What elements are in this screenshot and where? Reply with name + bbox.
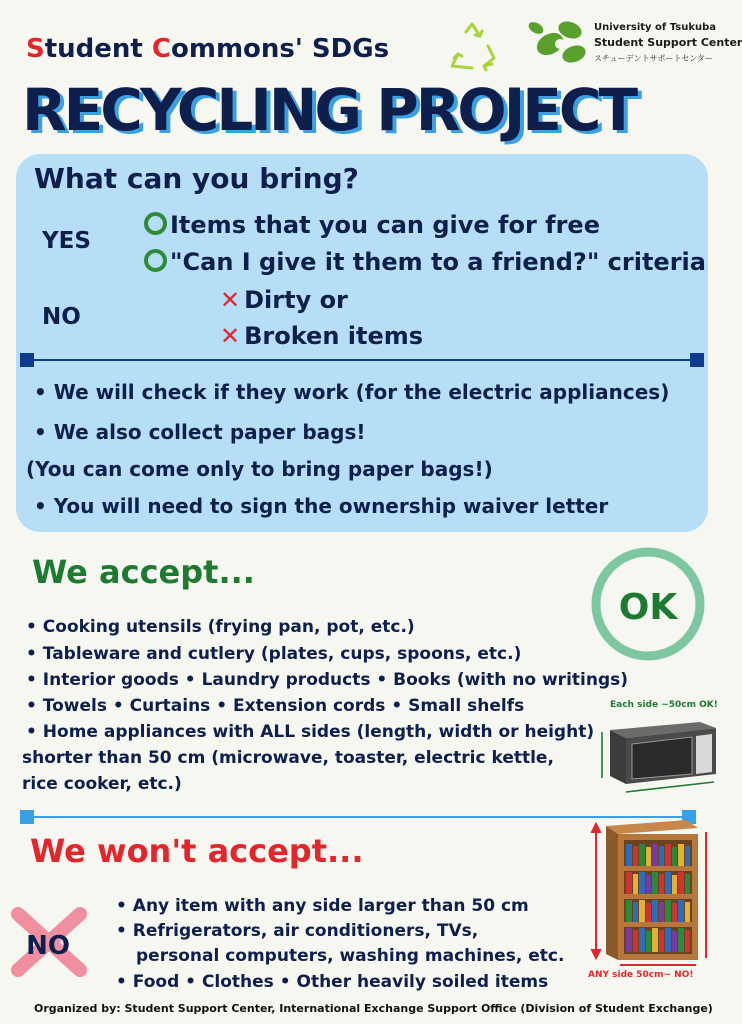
yes-item [144,211,600,239]
divider-end [690,353,704,367]
logo-japanese-name: スチューデントサポートセンター [594,54,713,63]
accept-item: • Interior goods • Laundry products • Books (with no writings) [26,670,629,690]
divider [26,816,688,818]
accept-item: • Tableware and cutlery (plates, cups, spoons, etc.) [26,644,522,664]
yes-label: YES [42,228,91,254]
reject-item: • Food • Clothes • Other heavily soiled items [116,972,549,992]
cross-icon: ✕ [220,286,241,314]
no-item-text: Broken items [244,322,424,350]
title-subheading [26,34,389,64]
ok-circle-icon [586,544,706,664]
recycle-icon [444,20,500,76]
yes-item [144,248,706,276]
circle-check-icon [144,249,167,272]
accept-item: rice cooker, etc.) [22,774,182,794]
logo-university: University of Tsukuba [594,22,717,33]
reject-item: • Refrigerators, air conditioners, TVs, [116,921,479,941]
footer-organizer: Organized by: Student Support Center, International Exchange Support Office (Division of Student Exchange) [34,1002,713,1015]
no-badge-text: NO [26,931,70,961]
divider-end [20,353,34,367]
bring-note: (You can come only to bring paper bags!) [26,457,493,481]
no-label: NO [42,304,81,330]
no-item [220,286,348,314]
title-part-commons: ommons' SDGs [171,34,390,64]
no-item [220,322,423,350]
bookshelf-icon [590,818,718,968]
bring-note: • We also collect paper bags! [34,420,366,444]
reject-item: • Any item with any side larger than 50 cm [116,896,529,916]
circle-check-icon [144,212,167,235]
accept-item: • Towels • Curtains • Extension cords • Small shelfs [26,696,525,716]
bring-title: What can you bring? [34,162,359,195]
bookshelf-caption: ANY side 50cm~ NO! [588,970,694,980]
yes-item-text: "Can I give it them to a friend?" criteria [170,248,706,276]
bring-note: • We will check if they work (for the electric appliances) [34,380,670,404]
accept-item: • Home appliances with ALL sides (length, width or height) [26,722,595,742]
logo-center-name: Student Support Center [594,36,742,49]
accept-title: We accept... [32,553,255,591]
divider-end [20,810,34,824]
title-part-tudent: tudent [44,34,152,64]
reject-title: We won't accept... [30,832,364,870]
page-title: RECYCLING PROJECT [22,76,636,144]
microwave-icon [596,712,720,796]
accept-item: shorter than 50 cm (microwave, toaster, electric kettle, [22,748,554,768]
no-cross-icon [8,906,90,978]
cross-icon: ✕ [220,322,241,350]
no-item-text: Dirty or [244,286,348,314]
bring-note: • You will need to sign the ownership waiver letter [34,494,609,518]
microwave-caption: Each side ~50cm OK! [610,700,718,710]
title-letter-c: C [151,34,172,64]
divider [26,359,696,361]
yes-item-text: Items that you can give for free [170,211,600,239]
title-letter-s: S [26,34,45,64]
ok-badge-text: OK [618,587,678,628]
accept-item: • Cooking utensils (frying pan, pot, etc.) [26,617,415,637]
reject-item: personal computers, washing machines, etc. [136,946,565,966]
